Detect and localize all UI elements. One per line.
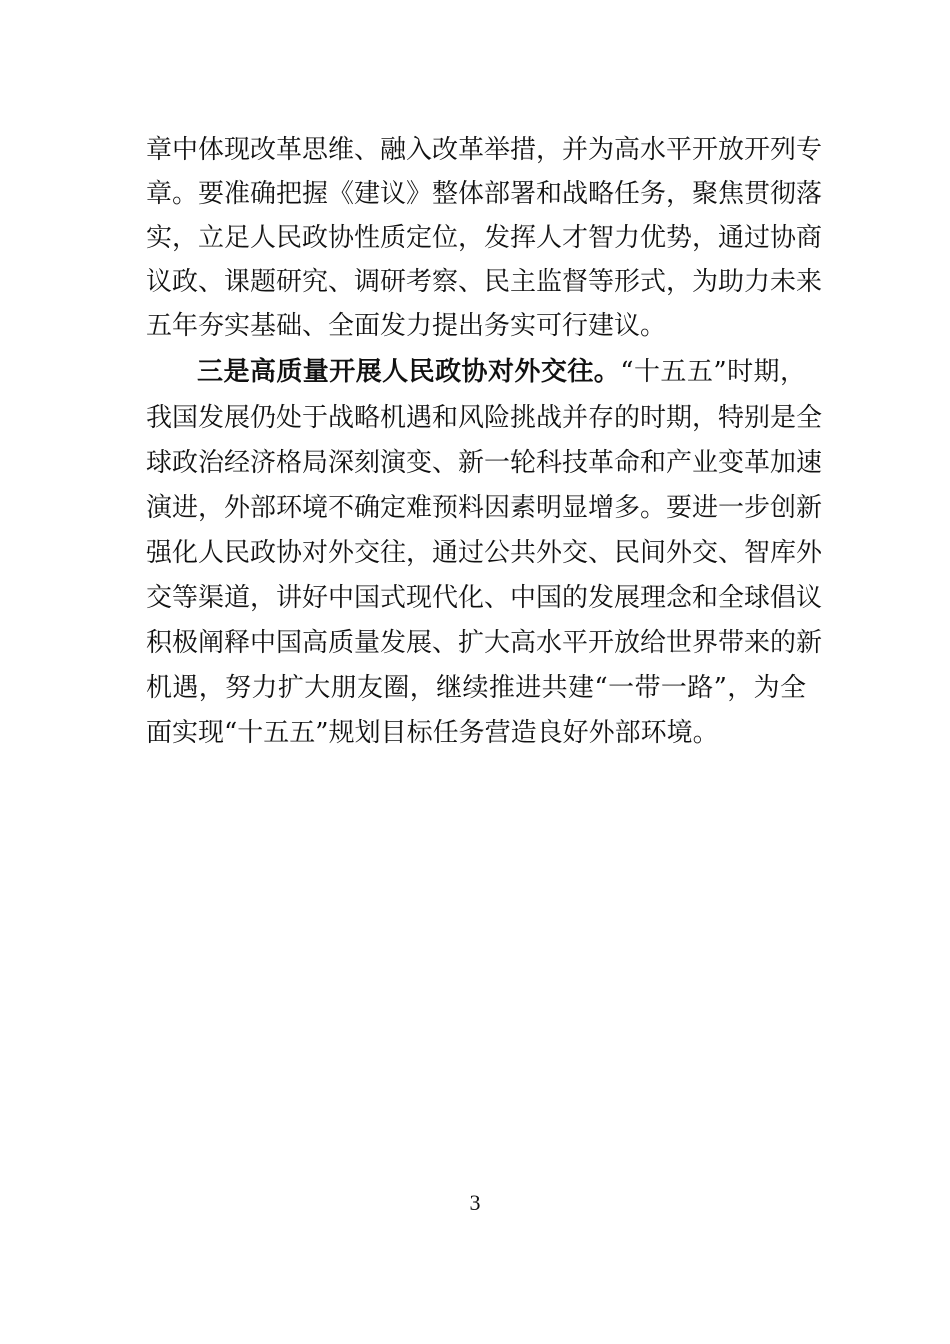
paragraph-2-line-7: 积极阐释中国高质量发展、扩大高水平开放给世界带来的新 — [146, 628, 823, 658]
paragraph-1-line-5: 五年夯实基础、全面发力提出务实可行建议。 — [146, 311, 667, 341]
paragraph-2-line-6: 交等渠道，讲好中国式现代化、中国的发展理念和全球倡议 — [146, 583, 823, 613]
paragraph-1-line-1: 章中体现改革思维、融入改革举措，并为高水平开放开列专 — [146, 135, 823, 165]
paragraph-2-line-2: 我国发展仍处于战略机遇和风险挑战并存的时期，特别是全 — [146, 403, 823, 433]
paragraph-2-line-3: 球政治经济格局深刻演变、新一轮科技革命和产业变革加速 — [146, 448, 823, 478]
paragraph-2-line-4: 演进，外部环境不确定难预料因素明显增多。要进一步创新 — [146, 493, 823, 523]
paragraph-2-line-1 — [197, 352, 806, 392]
paragraph-2-first-line-rest: “十五五”时期， — [620, 357, 806, 387]
paragraph-2-line-5: 强化人民政协对外交往，通过公共外交、民间外交、智库外 — [146, 538, 823, 568]
paragraph-2-line-8: 机遇，努力扩大朋友圈，继续推进共建“一带一路”，为全 — [146, 673, 806, 703]
page-number: 3 — [469, 1190, 481, 1215]
paragraph-1-line-4: 议政、课题研究、调研考察、民主监督等形式，为助力未来 — [146, 267, 823, 297]
paragraph-2-line-9: 面实现“十五五”规划目标任务营造良好外部环境。 — [146, 718, 719, 748]
paragraph-1-line-3: 实，立足人民政协性质定位，发挥人才智力优势，通过协商 — [146, 223, 823, 253]
paragraph-2-heading: 三是高质量开展人民政协对外交往。 — [197, 357, 621, 387]
paragraph-1-line-2: 章。要准确把握《建议》整体部署和战略任务，聚焦贯彻落 — [146, 179, 823, 209]
